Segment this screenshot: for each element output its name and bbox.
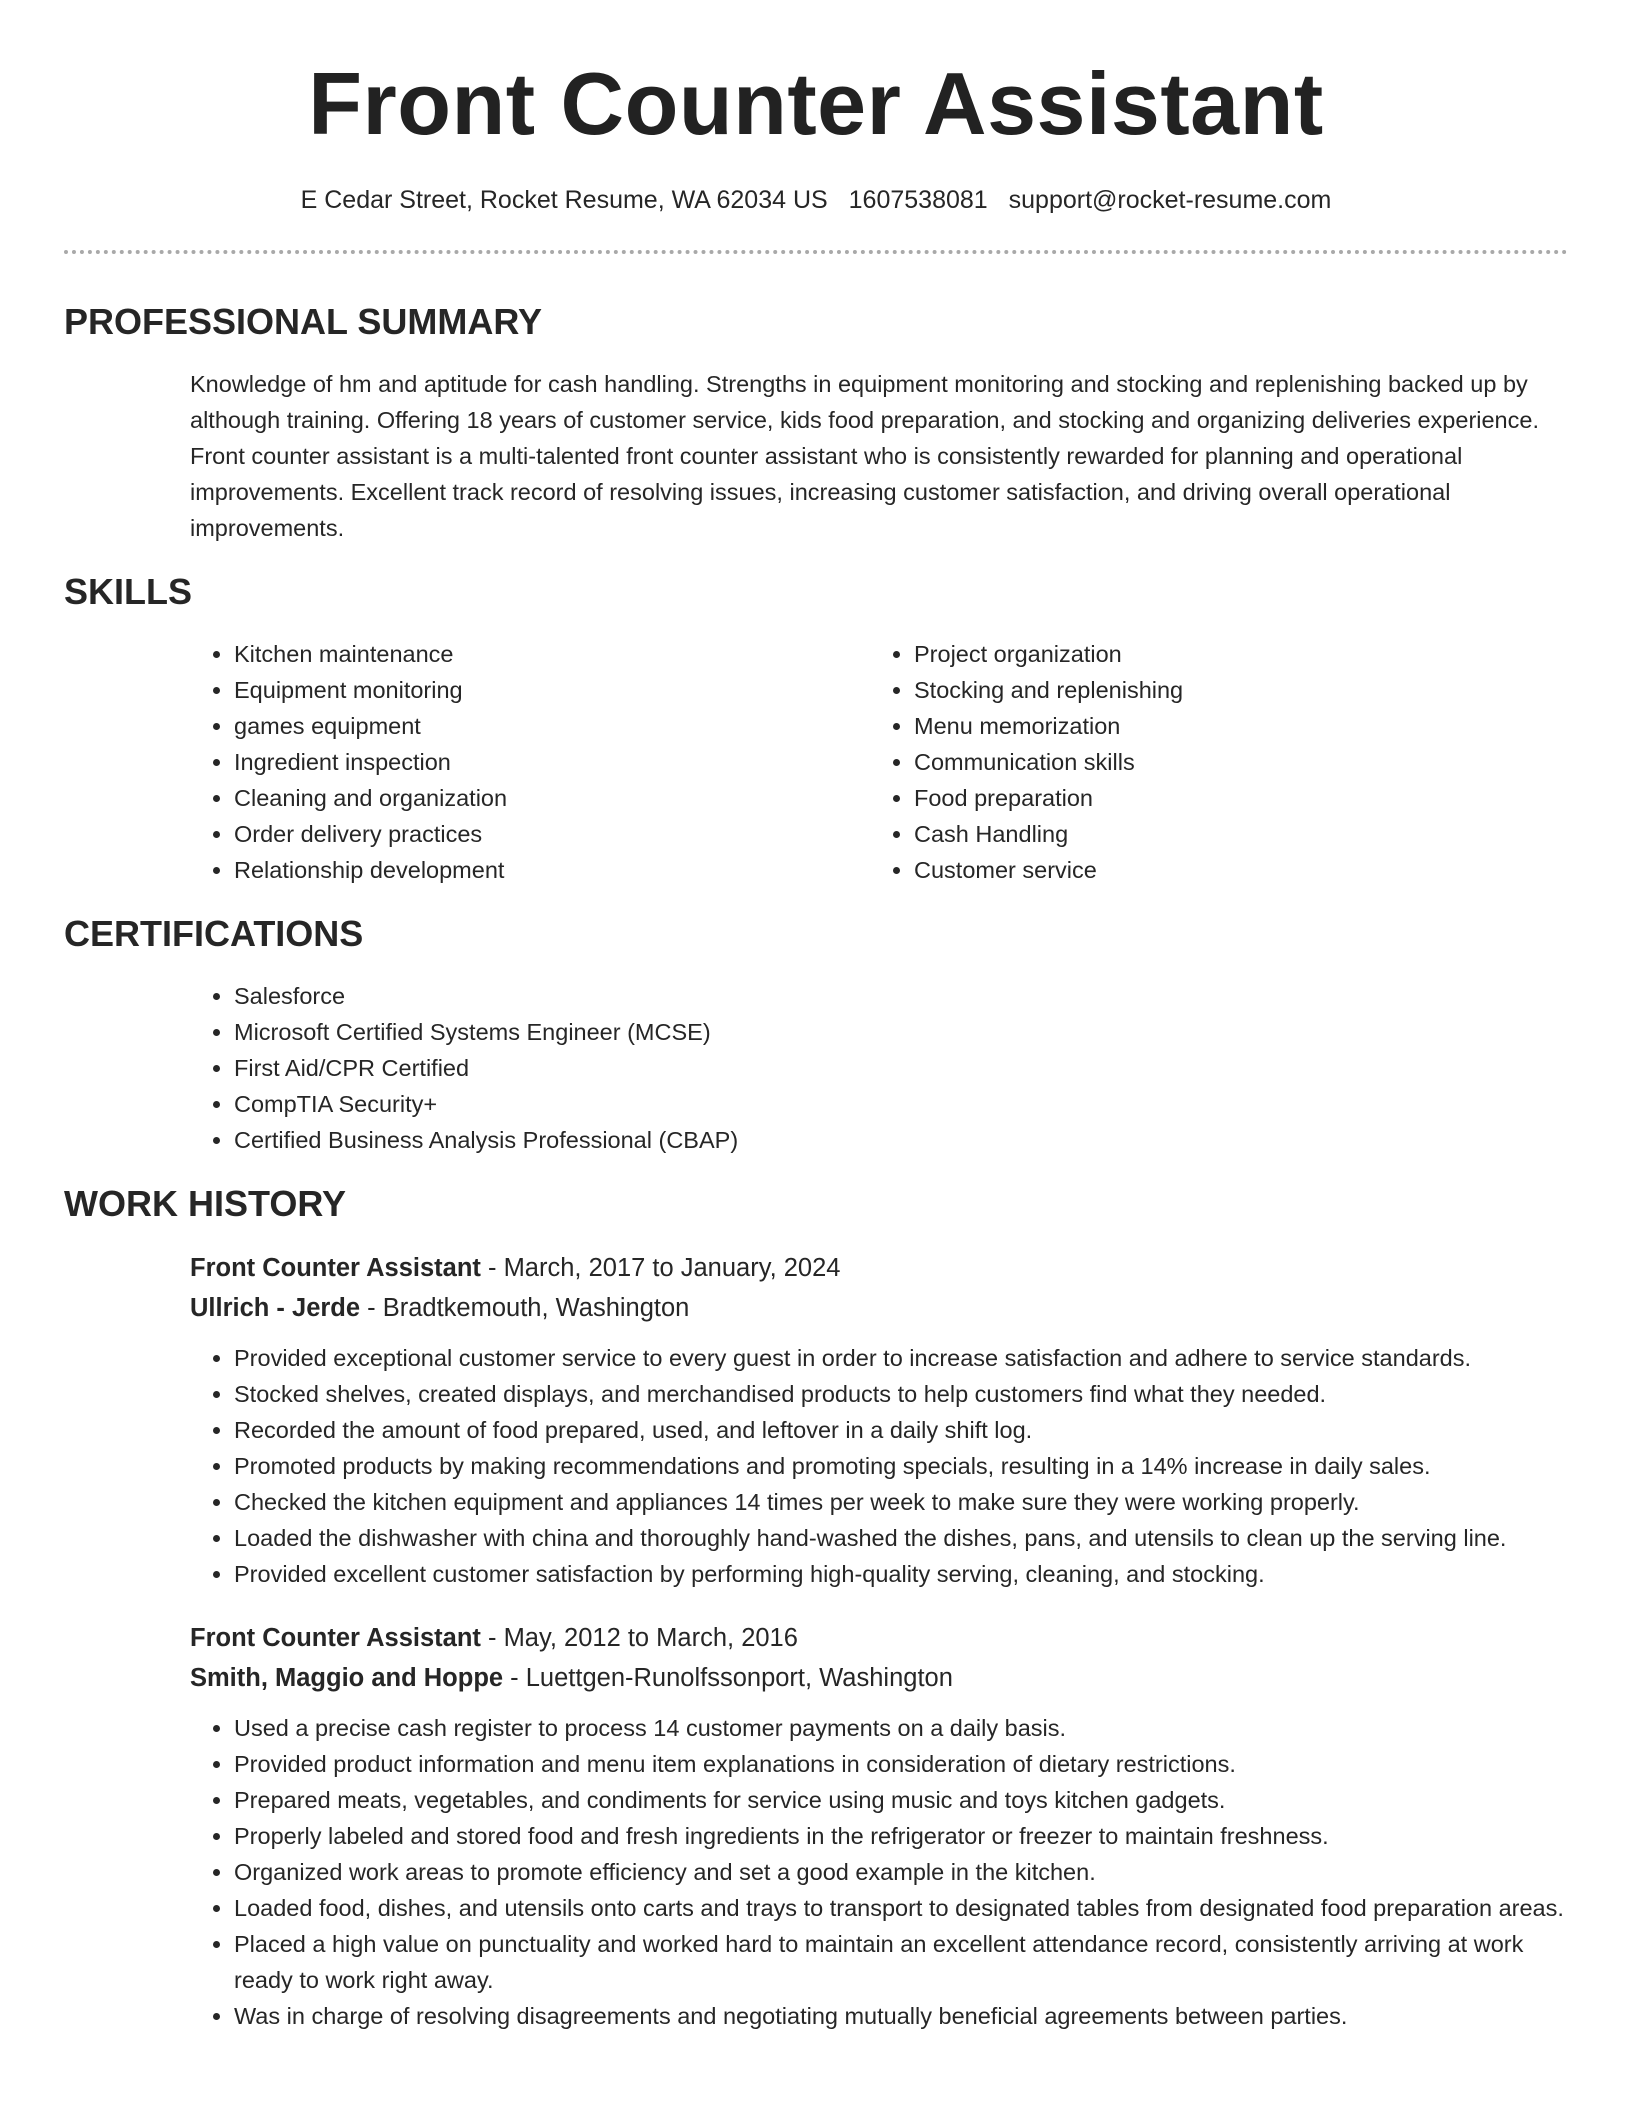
skill-item: • Equipment monitoring (234, 672, 870, 708)
certifications-section (190, 978, 1568, 1158)
skill-item: • Order delivery practices (234, 816, 870, 852)
job-bullet: • Placed a high value on punctuality and worked hard to maintain an excellent attendance record, consistently arriving at work ready to work right away. (234, 1926, 1568, 1998)
job-company-line (190, 1288, 1568, 1328)
job-bullet: • Was in charge of resolving disagreements and negotiating mutually beneficial agreements between parties. (234, 1998, 1568, 2034)
job-bullet: • Promoted products by making recommendations and promoting specials, resulting in a 14% increase in daily sales. (234, 1448, 1568, 1484)
job-bullet: • Used a precise cash register to process 14 customer payments on a daily basis. (234, 1710, 1568, 1746)
job-bullet: • Organized work areas to promote efficiency and set a good example in the kitchen. (234, 1854, 1568, 1890)
job-company-line (190, 1658, 1568, 1698)
job-location: - Luettgen-Runolfssonport, Washington (503, 1664, 953, 1692)
contact-phone: 1607538081 (848, 186, 988, 214)
skill-item: • Ingredient inspection (234, 744, 870, 780)
skills-column-right (870, 636, 1550, 888)
header-divider (64, 250, 1568, 254)
job-bullet: • Stocked shelves, created displays, and merchandised products to help customers find what they needed. (234, 1376, 1568, 1412)
job-company: Smith, Maggio and Hoppe (190, 1664, 504, 1692)
job-company: Ullrich - Jerde (190, 1294, 361, 1322)
job-bullet: • Loaded the dishwasher with china and thoroughly hand-washed the dishes, pans, and utensils to clean up the serving line. (234, 1520, 1568, 1556)
job-dates: - March, 2017 to January, 2024 (480, 1254, 841, 1282)
skill-item: • Food preparation (914, 780, 1550, 816)
work-history-heading: WORK HISTORY (64, 1183, 347, 1224)
certification-item: • First Aid/CPR Certified (234, 1050, 1568, 1086)
job-title-line (190, 1248, 1568, 1288)
skill-item: • Communication skills (914, 744, 1550, 780)
job-title-line (190, 1618, 1568, 1658)
skills-column-left (190, 636, 870, 888)
job-bullet: • Prepared meats, vegetables, and condiments for service using music and toys kitchen gadgets. (234, 1782, 1568, 1818)
skill-item: • Cash Handling (914, 816, 1550, 852)
job-bullet: • Loaded food, dishes, and utensils onto carts and trays to transport to designated tables from designated food preparation areas. (234, 1890, 1568, 1926)
certification-item: • Microsoft Certified Systems Engineer (MCSE) (234, 1014, 1568, 1050)
skill-item: • Customer service (914, 852, 1550, 888)
summary-text: Knowledge of hm and aptitude for cash handling. Strengths in equipment monitoring and stocking and replenishing backed up by although training. Offering 18 years of customer service, kids food preparation, and stocking and organizing deliveries experience. Front counter assistant is a multi-talented front counter assistant who is consistently rewarded for planning and operational improvements. Excellent track record of resolving issues, increasing customer satisfaction, and driving overall operational improvements. (190, 371, 1539, 541)
certification-item: • CompTIA Security+ (234, 1086, 1568, 1122)
resume-name: Front Counter Assistant (308, 54, 1324, 153)
skill-item: • Cleaning and organization (234, 780, 870, 816)
skill-item: • Kitchen maintenance (234, 636, 870, 672)
job-bullet: • Provided exceptional customer service to every guest in order to increase satisfaction and adhere to service standards. (234, 1340, 1568, 1376)
job-bullet: • Recorded the amount of food prepared, used, and leftover in a daily shift log. (234, 1412, 1568, 1448)
resume-page (64, 0, 1568, 2034)
skills-heading: SKILLS (64, 571, 193, 612)
job-title: Front Counter Assistant (190, 1254, 481, 1282)
job-bullet: • Provided excellent customer satisfaction by performing high-quality serving, cleaning, and stocking. (234, 1556, 1568, 1592)
contact-line (64, 182, 1568, 218)
job-entry (190, 1618, 1568, 2034)
skill-item: • games equipment (234, 708, 870, 744)
skill-item: • Menu memorization (914, 708, 1550, 744)
summary-heading: PROFESSIONAL SUMMARY (64, 301, 543, 342)
job-title: Front Counter Assistant (190, 1624, 481, 1652)
contact-email[interactable]: support@rocket-resume.com (1008, 186, 1332, 214)
certifications-heading: CERTIFICATIONS (64, 913, 364, 954)
job-bullet: • Properly labeled and stored food and fresh ingredients in the refrigerator or freezer to maintain freshness. (234, 1818, 1568, 1854)
skill-item: • Relationship development (234, 852, 870, 888)
skills-list (190, 636, 1568, 888)
certification-item: • Certified Business Analysis Professional (CBAP) (234, 1122, 1568, 1158)
job-location: - Bradtkemouth, Washington (360, 1294, 690, 1322)
job-dates: - May, 2012 to March, 2016 (480, 1624, 798, 1652)
job-bullet: • Provided product information and menu item explanations in consideration of dietary restrictions. (234, 1746, 1568, 1782)
certification-item: • Salesforce (234, 978, 1568, 1014)
job-bullet: • Checked the kitchen equipment and appliances 14 times per week to make sure they were working properly. (234, 1484, 1568, 1520)
contact-address: E Cedar Street, Rocket Resume, WA 62034 US (300, 186, 828, 214)
skill-item: • Stocking and replenishing (914, 672, 1550, 708)
job-entry (190, 1248, 1568, 1592)
skill-item: • Project organization (914, 636, 1550, 672)
summary-section (190, 366, 1568, 546)
